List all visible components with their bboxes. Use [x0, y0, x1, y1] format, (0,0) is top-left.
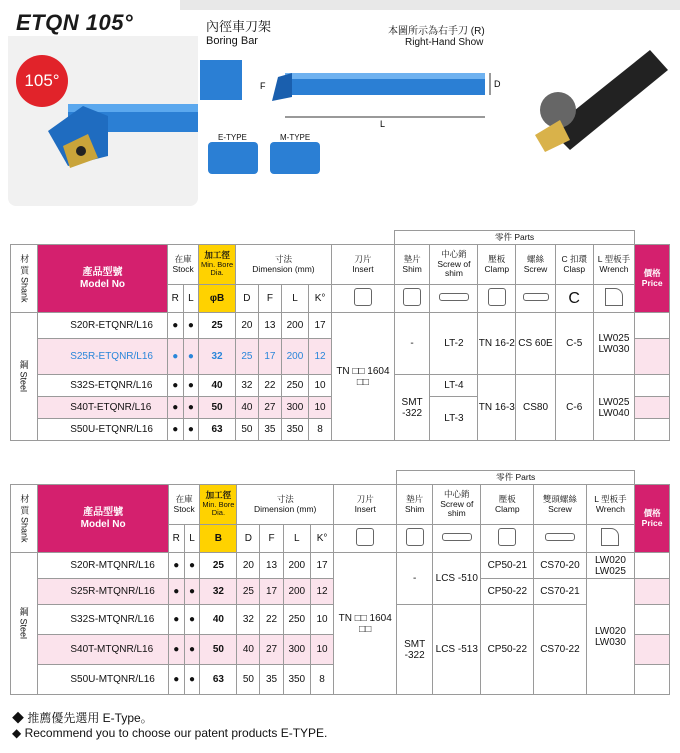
- stock-r-cell: ●: [167, 397, 183, 419]
- stock-r-cell: ●: [167, 313, 183, 339]
- len-cell: 350: [283, 665, 310, 695]
- shim-cell: -: [397, 553, 433, 605]
- k-cell: 17: [310, 553, 333, 579]
- clasp-header: C 扣環 Clasp: [555, 245, 593, 285]
- f-cell: 27: [260, 635, 283, 665]
- mtqn-table: [10, 470, 670, 695]
- k-cell: 10: [309, 397, 332, 419]
- d-cell: 40: [237, 635, 260, 665]
- clamp-icon: [481, 525, 534, 553]
- stock-l-cell: ●: [183, 419, 199, 441]
- f-cell: 17: [260, 579, 283, 605]
- boring-bar-title-zh: 內徑車刀架: [206, 19, 272, 34]
- price-cell: [635, 397, 670, 419]
- len-cell: 250: [283, 605, 310, 635]
- stock-l-cell: ●: [184, 635, 200, 665]
- price-header: 價格 Price: [635, 245, 670, 313]
- model-cell: S32S-ETQNR/L16: [38, 375, 168, 397]
- bore-cell: 25: [200, 553, 237, 579]
- wrench-cell: LW025 LW030: [593, 313, 635, 375]
- price-cell: [635, 339, 670, 375]
- k-cell: 12: [309, 339, 332, 375]
- wrench-cell: LW020 LW025: [586, 553, 634, 579]
- screw-of-shim-cell: LCS -510: [433, 553, 481, 605]
- clamp-header: 壓板 Clamp: [478, 245, 516, 285]
- model-cell: S20R-MTQNR/L16: [38, 553, 169, 579]
- table-row: [11, 313, 670, 339]
- model-cell: S50U-MTQNR/L16: [38, 665, 169, 695]
- stock-header: 在庫 Stock: [167, 245, 198, 285]
- wrench-header: L 型板手 Wrench: [586, 485, 634, 525]
- f-cell: 22: [260, 605, 283, 635]
- stock-l-cell: ●: [183, 397, 199, 419]
- bore-cell: 40: [200, 605, 237, 635]
- len-cell: 200: [281, 313, 308, 339]
- screw-of-shim-icon: [430, 285, 478, 313]
- k-cell: 10: [310, 605, 333, 635]
- wrench-cell: LW020 LW030: [586, 579, 634, 695]
- d-cell: 50: [237, 665, 260, 695]
- col-k: K°: [309, 285, 332, 313]
- stock-r-cell: ●: [168, 553, 184, 579]
- screw-of-shim-header: 中心銷 Screw of shim: [430, 245, 478, 285]
- insert-header: 刀片 Insert: [332, 245, 395, 285]
- f-cell: 35: [258, 419, 281, 441]
- k-cell: 8: [309, 419, 332, 441]
- screw-icon: [516, 285, 556, 313]
- model-header: 產品型號 Model No: [38, 245, 168, 313]
- parts-header: 零件 Parts: [397, 471, 635, 485]
- stock-header: 在庫 Stock: [168, 485, 200, 525]
- recommend-note-en: ◆ Recommend you to choose our patent products E-TYPE.: [12, 726, 328, 740]
- f-cell: 13: [260, 553, 283, 579]
- len-cell: 250: [281, 375, 308, 397]
- screw-cell: CS70-20: [534, 553, 587, 579]
- insert-cell: TN □□ 1604 □□: [332, 313, 395, 441]
- etqn-table: [10, 230, 670, 441]
- screw-of-shim-cell: LT-2: [430, 313, 478, 375]
- recommend-note-zh: ◆ 推薦優先選用 E-Type。: [12, 711, 153, 725]
- model-cell: S32S-MTQNR/L16: [38, 605, 169, 635]
- d-cell: 32: [235, 375, 258, 397]
- dim-d-label: D: [494, 79, 501, 89]
- screw-cell: CS 60E: [516, 313, 556, 375]
- bore-cell: 40: [199, 375, 236, 397]
- screw-cell: CS70-22: [534, 605, 587, 695]
- insert-header: 刀片 Insert: [334, 485, 397, 525]
- screw-of-shim-cell: LCS -513: [433, 605, 481, 695]
- parts-header: 零件 Parts: [394, 231, 635, 245]
- page-title: ETQN 105°: [16, 10, 134, 35]
- model-header: 產品型號 Model No: [38, 485, 169, 553]
- clamp-header: 壓板 Clamp: [481, 485, 534, 525]
- screw-of-shim-header: 中心銷 Screw of shim: [433, 485, 481, 525]
- stock-r-cell: ●: [167, 375, 183, 397]
- table-row: [11, 553, 670, 579]
- minbore-header: 加工徑 Min. Bore Dia.: [200, 485, 237, 525]
- right-hand-note-zh: 本圖所示為右手刀 (R): [388, 26, 485, 37]
- k-cell: 8: [310, 665, 333, 695]
- col-b: B: [200, 525, 237, 553]
- right-hand-note-en: Right-Hand Show: [405, 37, 484, 48]
- col-d: D: [237, 525, 260, 553]
- shank-header: 材 質 Shank: [11, 245, 38, 313]
- stock-l-cell: ●: [183, 339, 199, 375]
- bore-cell: 63: [199, 419, 236, 441]
- dimension-header: 寸法 Dimension (mm): [235, 245, 331, 285]
- f-cell: 13: [258, 313, 281, 339]
- clamp-icon: [478, 285, 516, 313]
- col-len: L: [283, 525, 310, 553]
- screw-header: 螺絲 Screw: [516, 245, 556, 285]
- stock-r-cell: ●: [167, 419, 183, 441]
- clamp-cell: CP50-21: [481, 553, 534, 579]
- mtype-image: [270, 142, 320, 174]
- price-cell: [635, 375, 670, 397]
- model-cell: S40T-MTQNR/L16: [38, 635, 169, 665]
- shim-cell: SMT -322: [394, 375, 430, 441]
- model-cell: S25R-ETQNR/L16: [38, 339, 168, 375]
- mtype-label: M-TYPE: [280, 133, 311, 142]
- price-header: 價格 Price: [635, 485, 670, 553]
- price-cell: [635, 313, 670, 339]
- d-cell: 50: [235, 419, 258, 441]
- shank-header: 材 質 Shank: [11, 485, 38, 553]
- etype-image: [208, 142, 258, 174]
- clasp-cell: C-6: [555, 375, 593, 441]
- col-len: L: [281, 285, 308, 313]
- stock-r-cell: ●: [168, 579, 184, 605]
- shim-icon: [397, 525, 433, 553]
- price-cell: [635, 665, 670, 695]
- insert-cell: TN □□ 1604 □□: [334, 553, 397, 695]
- d-cell: 40: [235, 397, 258, 419]
- col-f: F: [260, 525, 283, 553]
- price-cell: [635, 579, 670, 605]
- stock-r-cell: ●: [168, 605, 184, 635]
- dim-f-label: F: [260, 81, 266, 91]
- price-cell: [635, 419, 670, 441]
- d-cell: 20: [235, 313, 258, 339]
- clamp-cell: CP50-22: [481, 605, 534, 695]
- angle-badge: 105°: [16, 55, 68, 107]
- f-cell: 17: [258, 339, 281, 375]
- model-cell: S50U-ETQNR/L16: [38, 419, 168, 441]
- len-cell: 200: [283, 553, 310, 579]
- model-cell: S40T-ETQNR/L16: [38, 397, 168, 419]
- price-cell: [635, 605, 670, 635]
- f-cell: 35: [260, 665, 283, 695]
- wrench-icon: [593, 285, 635, 313]
- stock-l-cell: ●: [184, 553, 200, 579]
- screw-of-shim-cell: LT-3: [430, 397, 478, 441]
- stock-l-cell: ●: [183, 375, 199, 397]
- bore-cell: 32: [200, 579, 237, 605]
- d-cell: 32: [237, 605, 260, 635]
- k-cell: 10: [309, 375, 332, 397]
- screw-of-shim-cell: LT-4: [430, 375, 478, 397]
- wrench-icon: [586, 525, 634, 553]
- shim-cell: SMT -322: [397, 605, 433, 695]
- col-k: K°: [310, 525, 333, 553]
- wrench-cell: LW025 LW040: [593, 375, 635, 441]
- k-cell: 17: [309, 313, 332, 339]
- price-cell: [635, 553, 670, 579]
- stock-l-cell: ●: [183, 313, 199, 339]
- f-cell: 22: [258, 375, 281, 397]
- shim-cell: -: [394, 313, 430, 375]
- dim-l-label: L: [380, 119, 386, 129]
- model-cell: S25R-MTQNR/L16: [38, 579, 169, 605]
- boring-bar-title-en: Boring Bar: [206, 35, 258, 47]
- col-f: F: [258, 285, 281, 313]
- stock-r-cell: ●: [168, 635, 184, 665]
- len-cell: 300: [281, 397, 308, 419]
- col-r: R: [168, 525, 184, 553]
- bore-cell: 63: [200, 665, 237, 695]
- stock-r-cell: ●: [168, 665, 184, 695]
- stock-r-cell: ●: [167, 339, 183, 375]
- etype-label: E-TYPE: [218, 133, 247, 142]
- k-cell: 12: [310, 579, 333, 605]
- minbore-header: 加工徑 Min. Bore Dia.: [199, 245, 236, 285]
- col-l: L: [184, 525, 200, 553]
- bore-cell: 32: [199, 339, 236, 375]
- stock-l-cell: ●: [184, 665, 200, 695]
- clamp-cell: TN 16-3: [478, 375, 516, 441]
- screw-header: 雙頭螺絲 Screw: [534, 485, 587, 525]
- len-cell: 300: [283, 635, 310, 665]
- d-cell: 25: [235, 339, 258, 375]
- col-r: R: [167, 285, 183, 313]
- wrench-header: L 型板手 Wrench: [593, 245, 635, 285]
- dimension-diagram: [200, 55, 510, 135]
- col-l: L: [183, 285, 199, 313]
- insert-icon: [334, 525, 397, 553]
- stock-l-cell: ●: [184, 605, 200, 635]
- len-cell: 200: [283, 579, 310, 605]
- product-photo: [520, 40, 670, 160]
- clasp-cell: C-5: [555, 313, 593, 375]
- clamp-cell: CP50-22: [481, 579, 534, 605]
- shim-header: 墊片 Shim: [394, 245, 430, 285]
- screw-of-shim-icon: [433, 525, 481, 553]
- bore-cell: 50: [200, 635, 237, 665]
- len-cell: 350: [281, 419, 308, 441]
- bore-cell: 25: [199, 313, 236, 339]
- f-cell: 27: [258, 397, 281, 419]
- material-cell: 鋼 Steel: [11, 313, 38, 441]
- d-cell: 25: [237, 579, 260, 605]
- shim-header: 墊片 Shim: [397, 485, 433, 525]
- shim-icon: [394, 285, 430, 313]
- k-cell: 10: [310, 635, 333, 665]
- col-d: D: [235, 285, 258, 313]
- dimension-header: 寸法 Dimension (mm): [237, 485, 334, 525]
- material-cell: 鋼 Steel: [11, 553, 38, 695]
- clamp-cell: TN 16-2: [478, 313, 516, 375]
- col-b: φB: [199, 285, 236, 313]
- insert-icon: [332, 285, 395, 313]
- d-cell: 20: [237, 553, 260, 579]
- screw-cell: CS80: [516, 375, 556, 441]
- stock-l-cell: ●: [184, 579, 200, 605]
- bore-cell: 50: [199, 397, 236, 419]
- screw-icon: [534, 525, 587, 553]
- model-cell: S20R-ETQNR/L16: [38, 313, 168, 339]
- clasp-icon: C: [555, 285, 593, 313]
- screw-cell: CS70-21: [534, 579, 587, 605]
- len-cell: 200: [281, 339, 308, 375]
- price-cell: [635, 635, 670, 665]
